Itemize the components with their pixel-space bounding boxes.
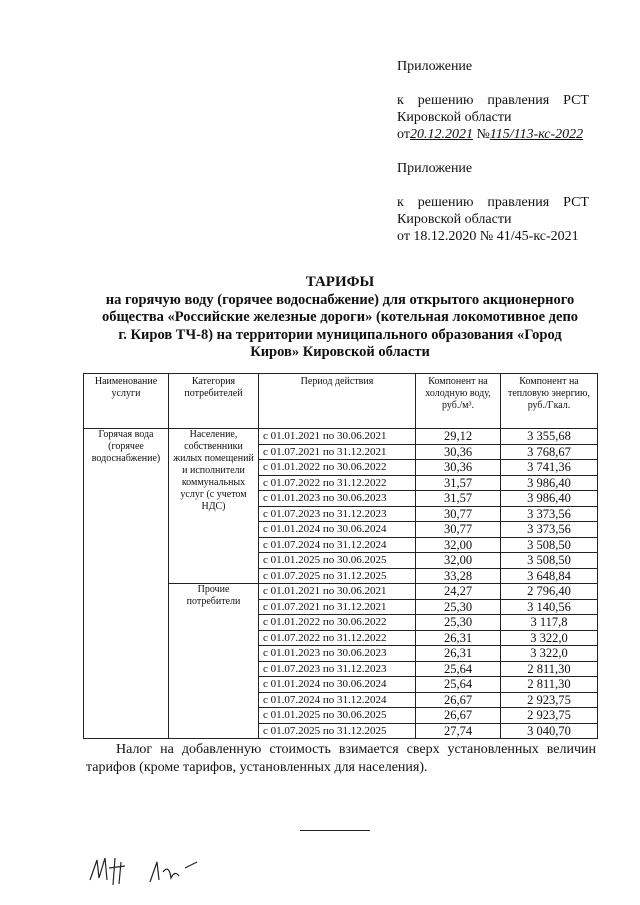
region-line: Кировской области [397, 212, 512, 227]
title-line: г. Киров ТЧ-8) на территории муниципального образования «Город [118, 326, 562, 343]
cold-water-cell: 27,74 [416, 723, 501, 739]
decision-line [397, 194, 589, 211]
period-cell: с 01.07.2023 по 31.12.2023 [259, 506, 416, 522]
period-cell: с 01.01.2021 по 30.06.2021 [259, 429, 416, 445]
header-cold-water: Компонент на холодную воду, руб./м³. [416, 374, 501, 429]
appendix-header-old [397, 160, 589, 245]
cold-water-cell: 26,31 [416, 646, 501, 662]
cold-water-cell: 30,77 [416, 506, 501, 522]
period-cell: с 01.07.2021 по 31.12.2021 [259, 444, 416, 460]
heat-cell: 3 373,56 [501, 522, 598, 538]
cold-water-cell: 31,57 [416, 475, 501, 491]
period-cell: с 01.01.2023 по 30.06.2023 [259, 646, 416, 662]
cold-water-cell: 24,27 [416, 584, 501, 600]
header-service: Наименование услуги [84, 374, 169, 429]
divider [300, 830, 370, 831]
heat-cell: 3 986,40 [501, 475, 598, 491]
heat-cell: 3 322,0 [501, 646, 598, 662]
period-cell: с 01.01.2023 по 30.06.2023 [259, 491, 416, 507]
cold-water-cell: 25,30 [416, 615, 501, 631]
heat-cell: 2 811,30 [501, 677, 598, 693]
appendix-label: Приложение [397, 161, 473, 176]
heat-cell: 2 923,75 [501, 708, 598, 724]
heat-cell: 2 796,40 [501, 584, 598, 600]
header-period: Период действия [259, 374, 416, 429]
period-cell: с 01.07.2024 по 31.12.2024 [259, 537, 416, 553]
cold-water-cell: 25,64 [416, 677, 501, 693]
word: правления [487, 195, 550, 210]
period-cell: с 01.07.2025 по 31.12.2025 [259, 723, 416, 739]
period-cell: с 01.01.2025 по 30.06.2025 [259, 708, 416, 724]
decision-date-line [397, 126, 589, 143]
decision-line [397, 92, 589, 109]
vat-note: Налог на добавленную стоимость взимается сверх установленных величин тарифов (кроме тарифов, установленных для населения). [86, 742, 596, 775]
number-sign: № [476, 127, 490, 142]
decision-date-line: от 18.12.2020 № 41/45-кс-2021 [397, 229, 579, 244]
heat-cell: 3 117,8 [501, 615, 598, 631]
title-main: ТАРИФЫ [305, 274, 375, 290]
title-line: общества «Российские железные дороги» (котельная локомотивное депо [101, 309, 579, 325]
cold-water-cell: 25,64 [416, 661, 501, 677]
period-cell: с 01.01.2025 по 30.06.2025 [259, 553, 416, 569]
period-cell: с 01.07.2021 по 31.12.2021 [259, 599, 416, 615]
cold-water-cell: 32,00 [416, 537, 501, 553]
heat-cell: 3 508,50 [501, 553, 598, 569]
region-line: Кировской области [397, 110, 512, 125]
cold-water-cell: 31,57 [416, 491, 501, 507]
heat-cell: 3 040,70 [501, 723, 598, 739]
heat-cell: 3 741,36 [501, 460, 598, 476]
header-heat: Компонент на тепловую энергию, руб./Гкал. [501, 374, 598, 429]
cold-water-cell: 26,67 [416, 708, 501, 724]
heat-cell: 3 355,68 [501, 429, 598, 445]
heat-cell: 3 648,84 [501, 568, 598, 584]
handwritten-number: 115/113-кс-2022 [489, 127, 584, 142]
word: РСТ [563, 93, 589, 108]
cold-water-cell: 30,36 [416, 444, 501, 460]
cold-water-cell: 32,00 [416, 553, 501, 569]
cold-water-cell: 30,77 [416, 522, 501, 538]
handwritten-signature [85, 850, 225, 890]
cold-water-cell: 25,30 [416, 599, 501, 615]
word: к [397, 195, 404, 210]
handwritten-date: 20.12.2021 [409, 127, 473, 142]
heat-cell: 2 923,75 [501, 692, 598, 708]
heat-cell: 3 986,40 [501, 491, 598, 507]
cold-water-cell: 30,36 [416, 460, 501, 476]
from-label: от [397, 127, 410, 142]
cold-water-cell: 26,31 [416, 630, 501, 646]
heat-cell: 3 140,56 [501, 599, 598, 615]
word: решению [417, 195, 474, 210]
heat-cell: 3 768,67 [501, 444, 598, 460]
title-line: на горячую воду (горячее водоснабжение) для открытого акционерного [105, 291, 575, 308]
word: к [397, 93, 404, 108]
heat-cell: 2 811,30 [501, 661, 598, 677]
period-cell: с 01.07.2022 по 31.12.2022 [259, 630, 416, 646]
period-cell: с 01.01.2022 по 30.06.2022 [259, 460, 416, 476]
service-cell: Горячая вода (горячее водоснабжение) [84, 429, 169, 739]
period-cell: с 01.07.2022 по 31.12.2022 [259, 475, 416, 491]
heat-cell: 3 373,56 [501, 506, 598, 522]
header-category: Категория потребителей [169, 374, 259, 429]
heat-cell: 3 322,0 [501, 630, 598, 646]
period-cell: с 01.01.2024 по 30.06.2024 [259, 522, 416, 538]
period-cell: с 01.07.2025 по 31.12.2025 [259, 568, 416, 584]
heat-cell: 3 508,50 [501, 537, 598, 553]
word: РСТ [563, 195, 589, 210]
period-cell: с 01.07.2024 по 31.12.2024 [259, 692, 416, 708]
appendix-label: Приложение [397, 59, 473, 74]
cold-water-cell: 26,67 [416, 692, 501, 708]
period-cell: с 01.01.2024 по 30.06.2024 [259, 677, 416, 693]
category-cell: Население, собственники жилых помещений и исполнители коммунальных услуг (с учетом НДС) [169, 429, 259, 584]
period-cell: с 01.07.2023 по 31.12.2023 [259, 661, 416, 677]
title-line: Киров» Кировской области [250, 344, 430, 360]
word: правления [487, 93, 550, 108]
category-cell: Прочие потребители [169, 584, 259, 739]
period-cell: с 01.01.2022 по 30.06.2022 [259, 615, 416, 631]
table-header-row [84, 374, 598, 429]
document-title [60, 274, 620, 362]
word: решению [417, 93, 474, 108]
cold-water-cell: 29,12 [416, 429, 501, 445]
period-cell: с 01.01.2021 по 30.06.2021 [259, 584, 416, 600]
cold-water-cell: 33,28 [416, 568, 501, 584]
tariff-table [83, 373, 598, 739]
table-row [84, 429, 598, 445]
appendix-header-new [397, 58, 589, 143]
